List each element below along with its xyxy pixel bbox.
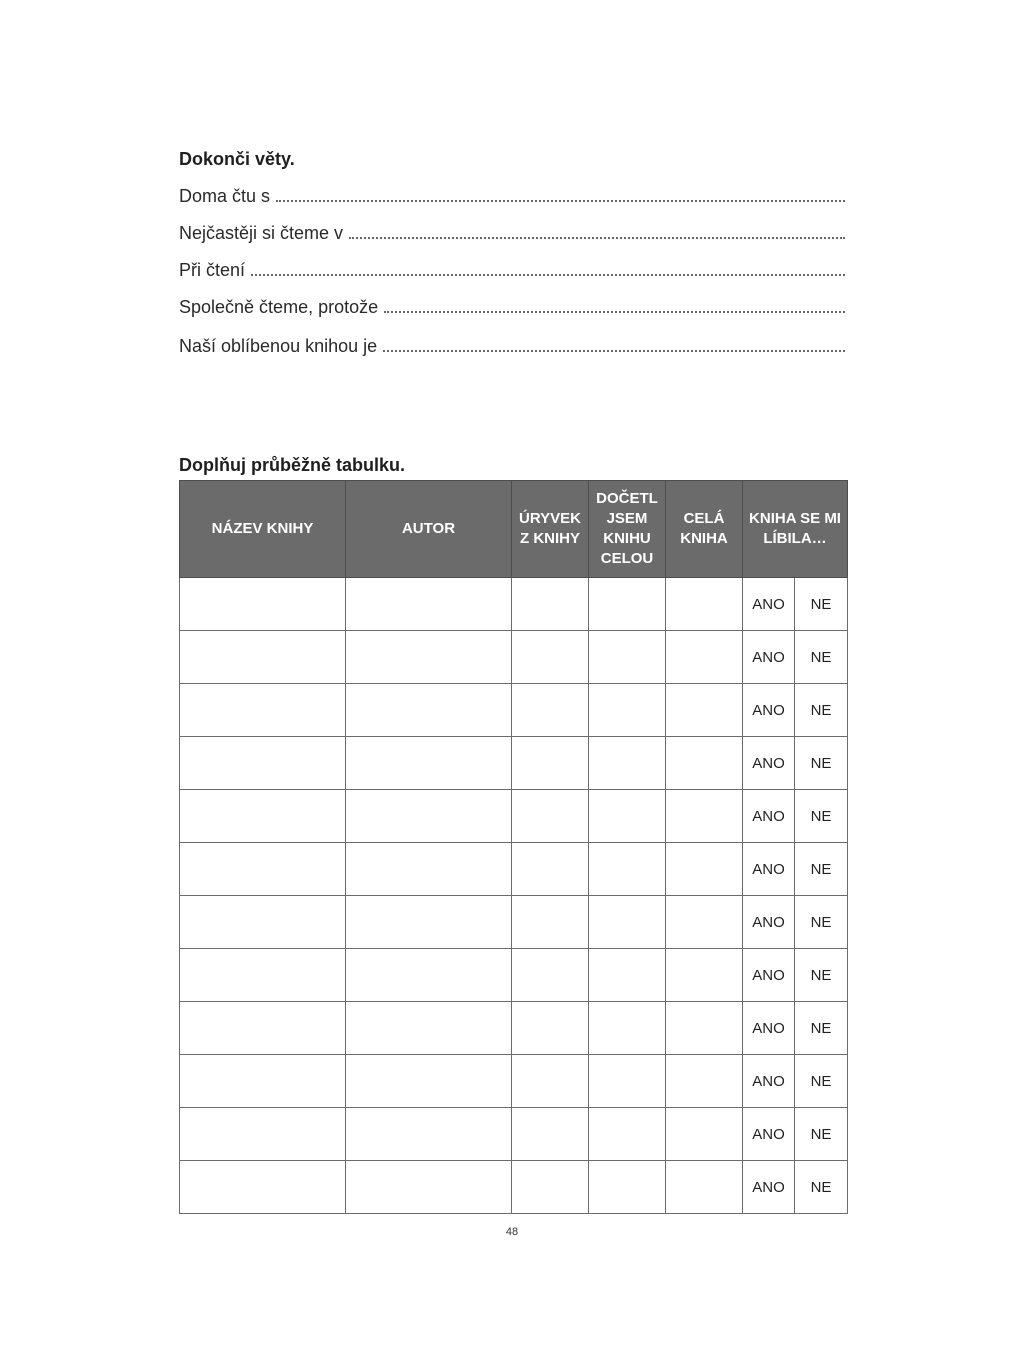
yes-option[interactable]: ANO (743, 1055, 795, 1108)
cell-whole-book[interactable] (666, 843, 743, 896)
cell-whole-book[interactable] (666, 578, 743, 631)
cell-author[interactable] (346, 578, 512, 631)
reading-log-table (179, 480, 848, 1214)
sentence-prompt: Doma čtu s (179, 186, 271, 206)
table-header-row (180, 481, 848, 578)
table-row (180, 578, 848, 631)
answer-blank[interactable] (251, 273, 845, 276)
section-title-fill-table: Doplňuj průběžně tabulku. (179, 455, 405, 475)
cell-author[interactable] (346, 1161, 512, 1214)
no-option[interactable]: NE (795, 843, 848, 896)
cell-author[interactable] (346, 1055, 512, 1108)
yes-option[interactable]: ANO (743, 1002, 795, 1055)
sentence-line (179, 260, 845, 284)
cell-whole-book[interactable] (666, 1108, 743, 1161)
cell-whole-book[interactable] (666, 631, 743, 684)
cell-finished-whole[interactable] (589, 790, 666, 843)
cell-author[interactable] (346, 790, 512, 843)
answer-blank[interactable] (384, 310, 845, 313)
sentence-line (179, 223, 845, 247)
cell-book-title[interactable] (180, 631, 346, 684)
cell-excerpt[interactable] (512, 843, 589, 896)
cell-finished-whole[interactable] (589, 843, 666, 896)
cell-excerpt[interactable] (512, 1002, 589, 1055)
yes-option[interactable]: ANO (743, 1108, 795, 1161)
cell-whole-book[interactable] (666, 1161, 743, 1214)
yes-option[interactable]: ANO (743, 790, 795, 843)
cell-author[interactable] (346, 1002, 512, 1055)
cell-author[interactable] (346, 737, 512, 790)
answer-blank[interactable] (349, 236, 845, 239)
sentence-line (179, 297, 845, 321)
cell-whole-book[interactable] (666, 1055, 743, 1108)
table-row (180, 631, 848, 684)
yes-option[interactable]: ANO (743, 631, 795, 684)
no-option[interactable]: NE (795, 1161, 848, 1214)
cell-whole-book[interactable] (666, 896, 743, 949)
cell-book-title[interactable] (180, 684, 346, 737)
cell-book-title[interactable] (180, 896, 346, 949)
no-option[interactable]: NE (795, 631, 848, 684)
cell-finished-whole[interactable] (589, 578, 666, 631)
no-option[interactable]: NE (795, 684, 848, 737)
cell-excerpt[interactable] (512, 684, 589, 737)
header-author: AUTOR (346, 481, 512, 578)
table-row (180, 1108, 848, 1161)
yes-option[interactable]: ANO (743, 843, 795, 896)
cell-finished-whole[interactable] (589, 949, 666, 1002)
cell-book-title[interactable] (180, 1108, 346, 1161)
table-row (180, 896, 848, 949)
answer-blank[interactable] (276, 199, 845, 202)
sentence-prompt: Při čtení (179, 260, 246, 280)
header-liked: KNIHA SE MI LÍBILA… (743, 481, 848, 578)
no-option[interactable]: NE (795, 949, 848, 1002)
cell-finished-whole[interactable] (589, 1002, 666, 1055)
cell-finished-whole[interactable] (589, 896, 666, 949)
table-row (180, 949, 848, 1002)
table-row (180, 790, 848, 843)
table-row (180, 843, 848, 896)
cell-finished-whole[interactable] (589, 1055, 666, 1108)
cell-excerpt[interactable] (512, 1161, 589, 1214)
no-option[interactable]: NE (795, 1108, 848, 1161)
sentence-prompt: Nejčastěji si čteme v (179, 223, 344, 243)
no-option[interactable]: NE (795, 1055, 848, 1108)
cell-finished-whole[interactable] (589, 684, 666, 737)
cell-excerpt[interactable] (512, 1055, 589, 1108)
cell-author[interactable] (346, 631, 512, 684)
section-title-complete-sentences: Dokonči věty. (179, 149, 295, 169)
sentence-prompt: Společně čteme, protože (179, 297, 379, 317)
no-option[interactable]: NE (795, 578, 848, 631)
header-excerpt: ÚRYVEK Z KNIHY (512, 481, 589, 578)
cell-book-title[interactable] (180, 843, 346, 896)
yes-option[interactable]: ANO (743, 949, 795, 1002)
sentence-line (179, 336, 845, 360)
no-option[interactable]: NE (795, 737, 848, 790)
cell-whole-book[interactable] (666, 790, 743, 843)
cell-whole-book[interactable] (666, 684, 743, 737)
cell-excerpt[interactable] (512, 631, 589, 684)
cell-excerpt[interactable] (512, 1108, 589, 1161)
header-whole-book: CELÁ KNIHA (666, 481, 743, 578)
cell-excerpt[interactable] (512, 896, 589, 949)
cell-book-title[interactable] (180, 737, 346, 790)
table-row (180, 1002, 848, 1055)
cell-book-title[interactable] (180, 1161, 346, 1214)
yes-option[interactable]: ANO (743, 684, 795, 737)
yes-option[interactable]: ANO (743, 896, 795, 949)
cell-author[interactable] (346, 949, 512, 1002)
cell-author[interactable] (346, 843, 512, 896)
cell-book-title[interactable] (180, 1055, 346, 1108)
cell-book-title[interactable] (180, 578, 346, 631)
yes-option[interactable]: ANO (743, 578, 795, 631)
cell-author[interactable] (346, 684, 512, 737)
cell-author[interactable] (346, 1108, 512, 1161)
table-row (180, 1161, 848, 1214)
cell-excerpt[interactable] (512, 790, 589, 843)
cell-excerpt[interactable] (512, 737, 589, 790)
cell-book-title[interactable] (180, 949, 346, 1002)
sentence-line (179, 186, 845, 210)
yes-option[interactable]: ANO (743, 737, 795, 790)
table-row (180, 737, 848, 790)
page-number: 48 (505, 1226, 519, 1238)
cell-excerpt[interactable] (512, 949, 589, 1002)
cell-author[interactable] (346, 896, 512, 949)
sentence-prompt: Naší oblíbenou knihou je (179, 336, 378, 356)
cell-excerpt[interactable] (512, 578, 589, 631)
table-row (180, 684, 848, 737)
cell-finished-whole[interactable] (589, 1161, 666, 1214)
cell-finished-whole[interactable] (589, 631, 666, 684)
header-finished-whole: DOČETL JSEM KNIHU CELOU (589, 481, 666, 578)
answer-blank[interactable] (383, 349, 845, 352)
table-row (180, 1055, 848, 1108)
cell-book-title[interactable] (180, 790, 346, 843)
cell-whole-book[interactable] (666, 949, 743, 1002)
cell-finished-whole[interactable] (589, 1108, 666, 1161)
cell-whole-book[interactable] (666, 737, 743, 790)
cell-book-title[interactable] (180, 1002, 346, 1055)
header-book-title: NÁZEV KNIHY (180, 481, 346, 578)
yes-option[interactable]: ANO (743, 1161, 795, 1214)
no-option[interactable]: NE (795, 790, 848, 843)
cell-whole-book[interactable] (666, 1002, 743, 1055)
cell-finished-whole[interactable] (589, 737, 666, 790)
no-option[interactable]: NE (795, 1002, 848, 1055)
no-option[interactable]: NE (795, 896, 848, 949)
